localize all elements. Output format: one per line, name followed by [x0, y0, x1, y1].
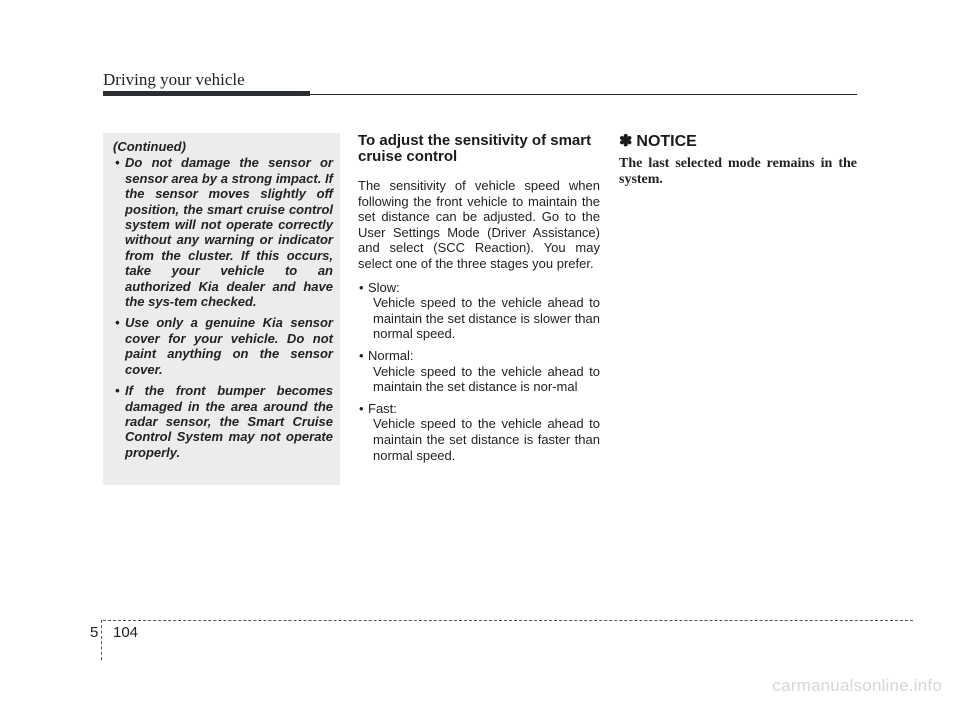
bullet-icon: • [359, 279, 364, 295]
caution-item-text: If the front bumper becomes damaged in the area around the radar sensor, the Smart Cruise Control System may not operate properly. [125, 383, 333, 460]
option-description: Vehicle speed to the vehicle ahead to maintain the set distance is faster than normal speed. [373, 416, 600, 463]
caution-list [113, 155, 333, 460]
footer-divider [103, 620, 913, 621]
bullet-icon: • [115, 383, 120, 399]
caution-item-text: Use only a genuine Kia sensor cover for your vehicle. Do not paint anything on the sensor cover. [125, 315, 333, 377]
bullet-icon: • [115, 315, 120, 331]
caution-continued-label: (Continued) [113, 139, 186, 154]
notice-title-text: NOTICE [636, 133, 697, 150]
section-header-title: Driving your vehicle [103, 70, 245, 89]
option-description: Vehicle speed to the vehicle ahead to maintain the set distance is nor-mal [373, 363, 600, 395]
caution-item [113, 155, 333, 309]
caution-box [103, 133, 340, 485]
sensitivity-section [358, 133, 600, 469]
notice-text: The last selected mode remains in the system. [619, 156, 857, 187]
caution-item [113, 383, 333, 460]
notice-section [619, 133, 857, 188]
header-accent-bar [103, 91, 310, 96]
sensitivity-options-list [358, 280, 600, 464]
caution-item-text: Do not damage the sensor or sensor area by a strong impact. If the sensor moves slightly off position, the smart cruise control system will not operate correctly without any warning or indicator from the cluster. If this occurs, take your vehicle to an authorized Kia dealer and have the sys-tem checked. [125, 155, 333, 310]
page-number: 104 [113, 624, 139, 641]
option-label: Normal: [368, 347, 414, 363]
caution-item [113, 315, 333, 377]
sensitivity-intro: The sensitivity of vehicle speed when following the front vehicle to maintain the set distance can be adjusted. Go to the User Settings Mode (Driver Assistance) and select (SCC Reaction). You may select one of the three stages you prefer. [358, 178, 600, 271]
notice-heading [619, 133, 857, 151]
notice-star-icon: ✽ [619, 133, 633, 150]
option-label: Slow: [368, 279, 400, 295]
option-label: Fast: [368, 400, 397, 416]
sensitivity-option-normal [358, 348, 600, 395]
sensitivity-option-slow [358, 280, 600, 342]
footer-vertical-divider [101, 620, 102, 660]
bullet-icon: • [359, 347, 364, 363]
bullet-icon: • [115, 155, 120, 171]
sensitivity-option-fast [358, 401, 600, 463]
watermark: carmanualsonline.info [772, 676, 942, 695]
sensitivity-heading: To adjust the sensitivity of smart cruise control [358, 132, 592, 165]
option-description: Vehicle speed to the vehicle ahead to maintain the set distance is slower than normal speed. [373, 295, 600, 342]
bullet-icon: • [359, 400, 364, 416]
chapter-number: 5 [90, 624, 99, 641]
